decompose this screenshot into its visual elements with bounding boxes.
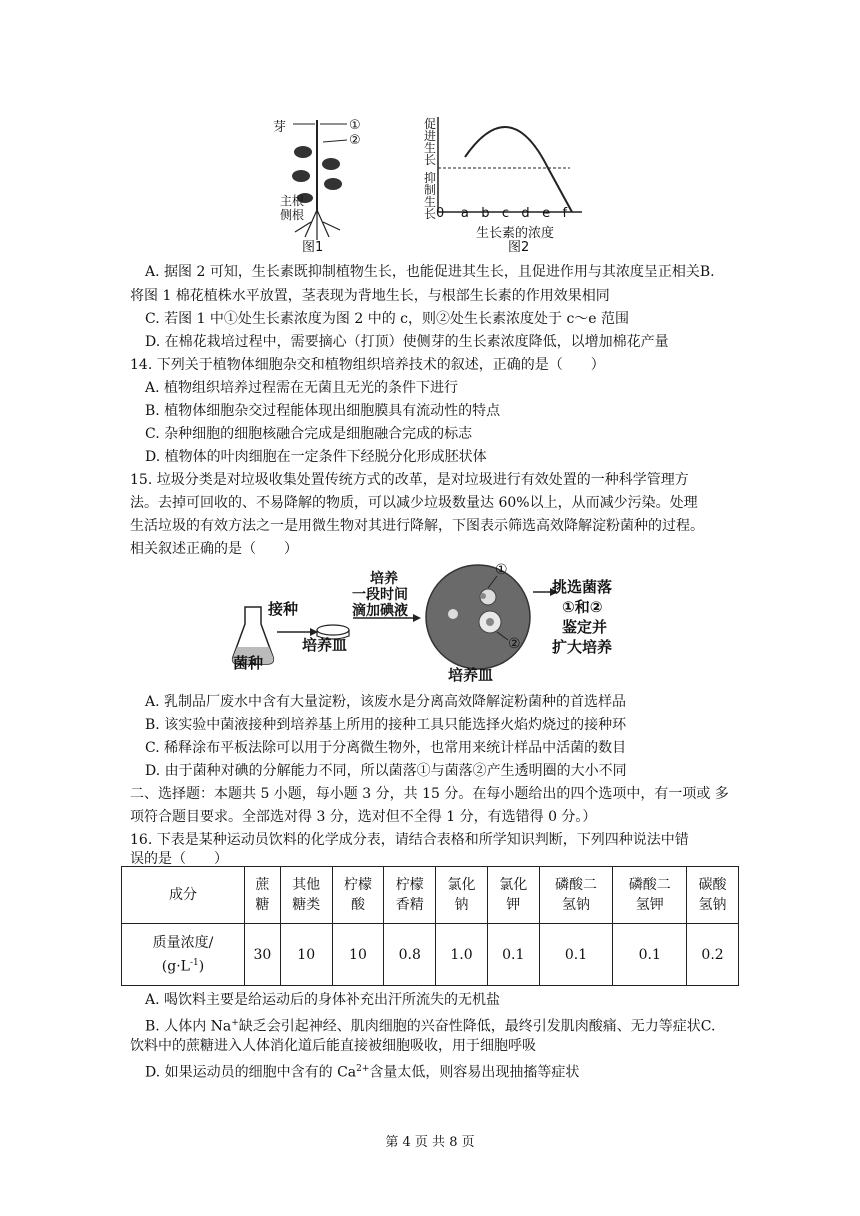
q15-stem-4: 相关叙述正确的是（ ） (130, 541, 298, 557)
table-header-cell: 蔗 糖 (245, 867, 281, 924)
fig3-step3-line2: ①和② (562, 598, 603, 616)
table-header-cell: 磷酸二 氢钾 (613, 867, 687, 924)
table-header-cell: 氯化 钾 (487, 867, 539, 924)
fig3-strain-label: 菌种 (233, 654, 264, 672)
table-header-row (122, 867, 739, 924)
table-cell: 0.8 (384, 924, 436, 986)
table-cell: 1.0 (436, 924, 488, 986)
q13-option-c: C. 若图 1 中①处生长素浓度为图 2 中的 c，则②处生长素浓度处于 c～e 范围 (145, 311, 630, 327)
tick-f: f (562, 206, 568, 221)
fig1-side-root-label: 侧根 (280, 208, 305, 222)
q14-option-b: B. 植物体细胞杂交过程能体现出细胞膜具有流动性的特点 (145, 403, 501, 419)
fig2-x-ticks (436, 206, 586, 221)
table-cell: 30 (245, 924, 281, 986)
q16-option-a: A. 喝饮料主要是给运动后的身体补充出汗所流失的无机盐 (145, 992, 501, 1008)
fig3-colony-1: ① (495, 562, 508, 578)
fig1-bud-label: 芽 (273, 120, 287, 135)
table-cell: 0.1 (613, 924, 687, 986)
tick-a: a (460, 206, 469, 221)
fig3-step3-line3: 鉴定并 (562, 618, 608, 636)
table-row (122, 924, 739, 986)
section2-heading-2: 项符合题目要求。全部选对得 3 分，选对但不全得 1 分，有选错得 0 分。） (130, 809, 597, 825)
table-header-cell: 氯化 钠 (436, 867, 488, 924)
fig3-step2-line3: 滴加碘液 (352, 603, 408, 619)
q16-option-b: B. 人体内 Na+缺乏会引起神经、肌肉细胞的兴奋性降低，最终引发肌肉酸痛、无力等症状C. (145, 1018, 716, 1035)
q15-stem-2: 法。去掉可回收的、不易降解的物质，可以减少垃圾数量达 60%以上，从而减少污染。处理 (130, 495, 698, 511)
fig2-y-promote: 促进生长 (424, 117, 437, 167)
table-header-cell: 柠檬 酸 (332, 867, 384, 924)
table-cell: 0.2 (687, 924, 739, 986)
fig3-step3-line4: 扩大培养 (552, 638, 613, 656)
q15-stem-3: 生活垃圾的有效方法之一是用微生物对其进行降解，下图表示筛选高效降解淀粉菌种的过程。 (130, 518, 704, 534)
composition-table (121, 866, 739, 986)
fig3-inoculate-label: 接种 (268, 600, 299, 618)
page-footer: 第 4 页 共 8 页 (385, 1135, 475, 1150)
fig1-marker-1: ① (349, 118, 361, 133)
q15-stem-1: 15. 垃圾分类是对垃圾收集处置传统方式的改革，是对垃圾进行有效处置的一种科学管理方 (130, 472, 689, 488)
q16-option-c: 饮料中的蔗糖进入人体消化道后能直接被细胞吸收，用于细胞呼吸 (130, 1038, 536, 1054)
table-header-cell: 柠檬 香精 (384, 867, 436, 924)
fig3-dish-label: 培养皿 (302, 636, 348, 654)
q14-option-a: A. 植物组织培养过程需在无菌且无光的条件下进行 (145, 380, 459, 396)
fig1-caption: 图1 (302, 240, 324, 255)
q15-option-b: B. 该实验中菌液接种到培养基上所用的接种工具只能选择火焰灼烧过的接种环 (145, 717, 627, 733)
fig3-step2-line2: 一段时间 (352, 587, 408, 603)
table-cell: 0.1 (487, 924, 539, 986)
fig3-dish2-label: 培养皿 (448, 666, 494, 684)
table-cell: 10 (280, 924, 332, 986)
table-header-cell: 其他 糖类 (280, 867, 332, 924)
tick-e: e (542, 206, 551, 221)
fig3-step3-line1: 挑选菌落 (552, 578, 613, 596)
table-cell: 0.1 (539, 924, 613, 986)
table-row-label: 质量浓度/ $(g\cdot L^{-1})$ (122, 924, 245, 986)
tick-d: d (521, 206, 530, 221)
q16-stem-1: 16. 下表是某种运动员饮料的化学成分表，请结合表格和所学知识判断，下列四种说法中错 (130, 832, 689, 848)
q13-option-d: D. 在棉花栽培过程中，需要摘心（打顶）使侧芽的生长素浓度降低，以增加棉花产量 (145, 334, 669, 350)
table-cell: 10 (332, 924, 384, 986)
tick-c: c (501, 206, 510, 221)
table-header-label: 成分 (122, 867, 245, 924)
q15-option-c: C. 稀释涂布平板法除可以用于分离微生物外，也常用来统计样品中活菌的数目 (145, 740, 627, 756)
q16-option-d: D. 如果运动员的细胞中含有的 $Ca^{2+}$含量太低，则容易出现抽搐等症状 (145, 1064, 580, 1081)
q15-option-d: D. 由于菌种对碘的分解能力不同，所以菌落①与菌落②产生透明圈的大小不同 (145, 763, 627, 779)
section2-heading-1: 二、选择题：本题共 5 小题，每小题 3 分，共 15 分。在每小题给出的四个选项中，有一项或 多 (130, 786, 729, 802)
table-header-cell: 碳酸 氢钠 (687, 867, 739, 924)
fig1-main-root-label: 主根 (280, 194, 305, 208)
fig1-marker-2: ② (349, 133, 361, 148)
q16-stem-2: 误的是（ ） (130, 851, 228, 867)
q13-option-a: A. 据图 2 可知，生长素既抑制植物生长，也能促进其生长，且促进作用与其浓度呈正相关B. (145, 264, 715, 280)
fig2-y-inhibit: 抑制生长 (424, 171, 437, 221)
fig3-colony-2: ② (508, 636, 521, 652)
q14-stem: 14. 下列关于植物体细胞杂交和植物组织培养技术的叙述，正确的是（ ） (130, 357, 605, 373)
q13-option-b: 将图 1 棉花植株水平放置，茎表现为背地生长，与根部生长素的作用效果相同 (130, 288, 610, 304)
tick-b: b (481, 206, 490, 221)
q14-option-d: D. 植物体的叶肉细胞在一定条件下经脱分化形成胚状体 (145, 449, 487, 465)
fig3-step2-line1: 培养 (370, 571, 398, 587)
table-header-cell: 磷酸二 氢钠 (539, 867, 613, 924)
fig2-caption: 图2 (508, 240, 530, 255)
q14-option-c: C. 杂种细胞的细胞核融合完成是细胞融合完成的标志 (145, 426, 473, 442)
q15-option-a: A. 乳制品厂废水中含有大量淀粉，该废水是分离高效降解淀粉菌种的首选样品 (145, 694, 627, 710)
tick-0: 0 (436, 206, 445, 221)
fig2-x-label: 生长素的浓度 (476, 226, 555, 241)
